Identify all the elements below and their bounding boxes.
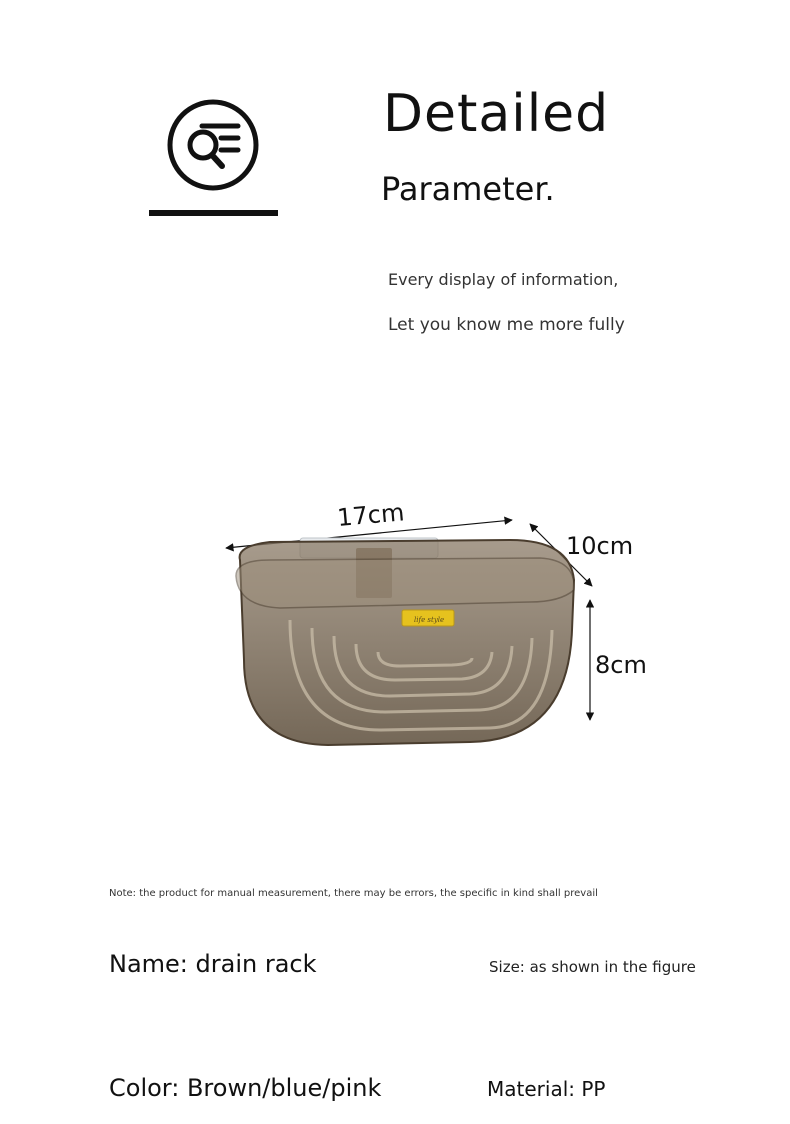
- measurement-note: Note: the product for manual measurement, there may be errors, the specific in kind shall prevail: [109, 888, 598, 899]
- depth-dimension-label: 10cm: [566, 532, 634, 560]
- page-title: Detailed: [383, 84, 610, 144]
- height-dimension-label: 8cm: [595, 651, 647, 679]
- search-list-icon: [166, 98, 260, 192]
- tagline-line-2: Let you know me more fully: [388, 315, 625, 335]
- width-dimension-label: 17cm: [336, 498, 406, 532]
- product-figure: [200, 480, 680, 780]
- spec-size: Size: as shown in the figure: [489, 958, 696, 976]
- tagline-line-1: Every display of information,: [388, 270, 619, 289]
- brand-label-text: life style: [414, 616, 445, 624]
- spec-color: Color: Brown/blue/pink: [109, 1074, 382, 1102]
- page-subtitle: Parameter.: [381, 170, 555, 208]
- spec-name: Name: drain rack: [109, 950, 317, 978]
- icon-underline: [149, 210, 278, 216]
- spec-material: Material: PP: [487, 1077, 606, 1101]
- drain-rack-rim: [236, 558, 574, 608]
